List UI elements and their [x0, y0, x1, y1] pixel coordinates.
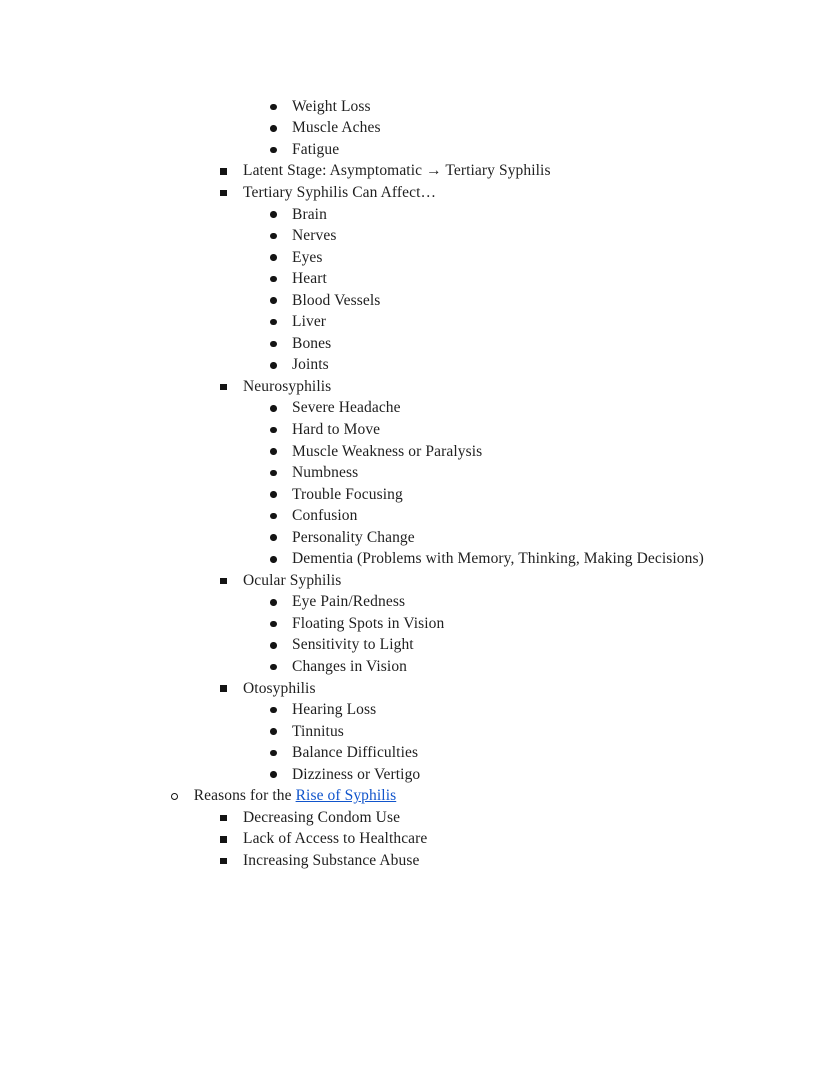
list-item-text: Ocular Syphilis	[243, 571, 342, 589]
bullet-disc-icon	[270, 405, 277, 412]
list-item-text: Latent Stage: Asymptomatic → Tertiary Syphilis	[243, 162, 551, 180]
bullet-square-icon	[220, 858, 227, 865]
bullet-square-icon	[220, 578, 227, 585]
list-item	[0, 505, 828, 527]
bullet-disc-icon	[270, 534, 277, 541]
list-item-text: Tertiary Syphilis Can Affect…	[243, 183, 437, 201]
list-item	[0, 290, 828, 312]
list-item-text: Reasons for the	[193, 787, 296, 805]
list-item	[0, 592, 828, 614]
bullet-disc-icon	[270, 664, 277, 671]
list-item	[0, 311, 828, 333]
list-item	[0, 96, 828, 118]
bullet-disc-icon	[270, 491, 277, 498]
list-item	[0, 742, 828, 764]
list-item	[0, 527, 828, 549]
list-item-text: Severe Headache	[292, 399, 401, 417]
list-item	[0, 139, 828, 161]
list-item-text: Confusion	[292, 507, 358, 525]
list-item-text: Bones	[292, 334, 332, 352]
list-item	[0, 613, 828, 635]
list-item	[0, 699, 828, 721]
list-item	[0, 807, 828, 829]
list-item-text: Tinnitus	[292, 722, 344, 740]
list-item-text: Muscle Aches	[292, 119, 381, 137]
list-item-text: Eye Pain/Redness	[292, 593, 406, 611]
list-item	[0, 635, 828, 657]
list-item-text: Fatigue	[292, 140, 340, 158]
list-item-text: Trouble Focusing	[292, 485, 403, 503]
list-item	[0, 333, 828, 355]
rise-of-syphilis-link[interactable]: Rise of Syphilis	[295, 787, 397, 805]
bullet-disc-icon	[270, 211, 277, 218]
list-item	[0, 850, 828, 872]
list-item	[0, 570, 828, 592]
bullet-disc-icon	[270, 125, 277, 132]
list-item	[0, 441, 828, 463]
list-item-text: Dementia (Problems with Memory, Thinking, Making Decisions)	[292, 550, 704, 568]
bullet-square-icon	[220, 384, 227, 391]
list-item-text: Increasing Substance Abuse	[243, 851, 420, 869]
bullet-disc-icon	[270, 621, 277, 628]
bullet-disc-icon	[270, 233, 277, 240]
list-item	[0, 548, 828, 570]
list-item-text: Joints	[292, 356, 329, 374]
list-item-text: Neurosyphilis	[243, 377, 332, 395]
bullet-disc-icon	[270, 470, 277, 477]
bullet-disc-icon	[270, 642, 277, 649]
outline-list	[0, 96, 828, 872]
bullet-square-icon	[220, 190, 227, 197]
list-item-text: Numbness	[292, 464, 359, 482]
bullet-disc-icon	[270, 276, 277, 283]
list-item-text: Sensitivity to Light	[292, 636, 414, 654]
list-item	[0, 355, 828, 377]
list-item	[0, 721, 828, 743]
bullet-disc-icon	[270, 341, 277, 348]
list-item-text: Changes in Vision	[292, 657, 408, 675]
list-item	[0, 678, 828, 700]
bullet-disc-icon	[270, 750, 277, 757]
list-item	[0, 118, 828, 140]
bullet-disc-icon	[270, 104, 277, 111]
list-item-text: Brain	[292, 205, 327, 223]
bullet-square-icon	[220, 815, 227, 822]
list-item-text: Muscle Weakness or Paralysis	[292, 442, 483, 460]
bullet-disc-icon	[270, 771, 277, 778]
bullet-disc-icon	[270, 448, 277, 455]
list-item	[0, 247, 828, 269]
list-item-text: Hard to Move	[292, 420, 381, 438]
bullet-disc-icon	[270, 319, 277, 326]
list-item-text: Weight Loss	[292, 97, 371, 115]
bullet-disc-icon	[270, 513, 277, 520]
list-item	[0, 204, 828, 226]
list-item-text: Decreasing Condom Use	[243, 808, 401, 826]
list-item	[0, 268, 828, 290]
list-item-text: Floating Spots in Vision	[292, 614, 445, 632]
list-item-text: Heart	[292, 270, 327, 288]
list-item	[0, 484, 828, 506]
bullet-disc-icon	[270, 254, 277, 261]
bullet-circle-icon	[171, 793, 178, 800]
list-item-text: Eyes	[292, 248, 323, 266]
list-item	[0, 398, 828, 420]
bullet-disc-icon	[270, 297, 277, 304]
bullet-disc-icon	[270, 147, 277, 154]
list-item	[0, 829, 828, 851]
bullet-square-icon	[220, 836, 227, 843]
bullet-disc-icon	[270, 728, 277, 735]
list-item	[0, 656, 828, 678]
list-item-text: Balance Difficulties	[292, 744, 419, 762]
list-item-text: Nerves	[292, 227, 337, 245]
list-item-text: Dizziness or Vertigo	[292, 765, 421, 783]
bullet-disc-icon	[270, 427, 277, 434]
list-item	[0, 182, 828, 204]
list-item-text: Liver	[292, 313, 327, 331]
list-item-text: Hearing Loss	[292, 701, 377, 719]
list-item-text	[194, 787, 397, 805]
list-item-text: Personality Change	[292, 528, 415, 546]
bullet-square-icon	[220, 168, 227, 175]
list-item	[0, 462, 828, 484]
list-item	[0, 161, 828, 183]
bullet-disc-icon	[270, 599, 277, 606]
list-item	[0, 225, 828, 247]
list-item	[0, 419, 828, 441]
bullet-square-icon	[220, 685, 227, 692]
list-item	[0, 764, 828, 786]
bullet-disc-icon	[270, 556, 277, 563]
bullet-disc-icon	[270, 362, 277, 369]
bullet-disc-icon	[270, 707, 277, 714]
list-item-text: Lack of Access to Healthcare	[243, 830, 428, 848]
list-item-text: Otosyphilis	[243, 679, 316, 697]
list-item-text: Blood Vessels	[292, 291, 381, 309]
list-item	[0, 786, 828, 808]
list-item	[0, 376, 828, 398]
